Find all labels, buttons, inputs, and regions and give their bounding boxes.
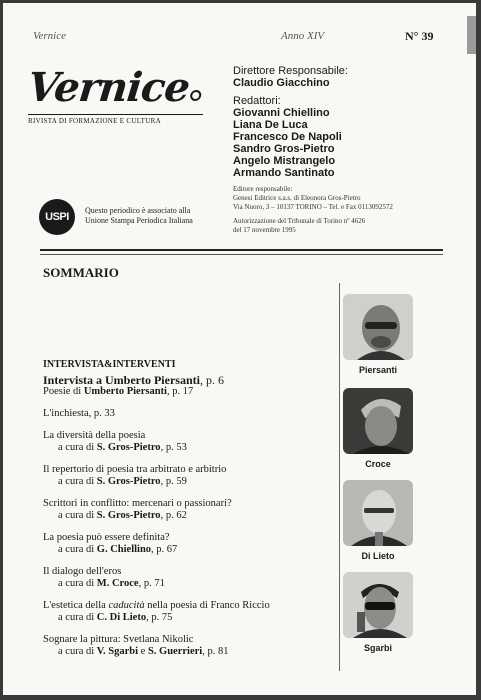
authorization-line: Autorizzazione del Tribunale di Torino nº 4626 [233, 217, 366, 225]
editor-name: Sandro Gros-Pietro [233, 143, 335, 155]
entry-author: S. Gros-Pietro [96, 442, 161, 453]
authorization-line: del 17 novembre 1995 [233, 226, 296, 234]
entry-title: La poesia può essere definita? [43, 532, 170, 543]
portrait-photo [343, 388, 413, 454]
entry-author: S. Gros-Pietro [96, 476, 161, 487]
entry-page: , p. 62 [160, 510, 187, 521]
divider [40, 249, 443, 251]
portrait-photo [343, 294, 413, 360]
photo-caption: Sgarbi [363, 643, 392, 653]
publisher-line: Genesi Editrice s.a.s. di Eleonora Gros-Pietro [233, 194, 361, 202]
page-edge-tab [467, 16, 476, 54]
uspi-association-note [85, 206, 225, 226]
section-heading: INTERVISTA&INTERVENTI [43, 359, 176, 370]
entry-title: Sognare la pittura: Svetlana Nikolic [43, 634, 194, 645]
publisher-info [233, 185, 453, 235]
entry-credit: a cura di [58, 544, 97, 555]
table-of-contents [43, 359, 335, 658]
entry-page: , p. 59 [160, 476, 187, 487]
entry-author: C. Di Lieto [96, 612, 147, 623]
entry-author: Umberto Piersanti [83, 386, 167, 397]
entry-page: , p. 71 [138, 578, 165, 589]
entry-page: , p. 67 [151, 544, 178, 555]
entry-page: , p. 75 [146, 612, 173, 623]
toc-entry[interactable] [43, 634, 335, 658]
column-divider [339, 283, 340, 671]
entry-credit: e [138, 646, 148, 657]
entry-page: , p. 81 [202, 646, 229, 657]
toc-entry[interactable] [43, 566, 335, 590]
entry-credit: a cura di [58, 510, 97, 521]
entry-title: La diversità della poesia [43, 430, 146, 441]
vernice-logo: Vernice [26, 66, 206, 110]
portrait-photo [343, 572, 413, 638]
toc-entry[interactable] [43, 430, 335, 454]
entry-title [43, 600, 335, 612]
entry-title-part: nella poesia di Franco Riccio [144, 600, 270, 611]
editor-name: Armando Santinato [233, 167, 335, 179]
editorial-staff [233, 65, 348, 179]
uspi-note-line: Questo periodico è associato alla [85, 206, 191, 215]
entry-title-part: L'estetica della [43, 600, 109, 611]
entry-title: Intervista a Umberto Piersanti [43, 373, 200, 387]
entry-author: G. Chiellino [96, 544, 152, 555]
uspi-logo: USPI [39, 199, 75, 235]
magazine-page [3, 3, 476, 695]
editors-label: Redattori: [233, 95, 281, 107]
director-name: Claudio Giacchino [233, 77, 330, 89]
running-header-title: Vernice [33, 30, 66, 42]
entry-page: , p. 6 [199, 373, 224, 387]
logo-ornament-icon [190, 90, 202, 101]
masthead [25, 64, 203, 125]
sommario-title: SOMMARIO [43, 265, 119, 280]
toc-entry[interactable] [43, 386, 335, 398]
photo-caption: Di Lieto [361, 551, 395, 561]
issue-number: N° 39 [405, 29, 434, 43]
entry-page: , p. 53 [160, 442, 187, 453]
entry-author: M. Croce [96, 578, 139, 589]
divider [40, 254, 443, 255]
editor-name: Liana De Luca [233, 119, 308, 131]
entry-title-italic: caducità [108, 600, 145, 611]
entry-title: Il dialogo dell'eros [43, 566, 122, 577]
publisher-line: Editore responsabile: [233, 185, 293, 193]
photo-caption: Piersanti [358, 365, 398, 375]
tagline: RIVISTA DI FORMAZIONE E CULTURA [28, 114, 203, 125]
publisher-line: Via Nuoro, 3 – 10137 TORINO – Tel. e Fax 0113092572 [233, 203, 393, 211]
entry-author: V. Sgarbi [96, 646, 139, 657]
entry-credit: a cura di [58, 646, 97, 657]
entry-author: S. Guerrieri [147, 646, 203, 657]
entry-credit: a cura di [58, 442, 97, 453]
entry-credit: a cura di [58, 578, 97, 589]
entry-credit: a cura di [58, 612, 97, 623]
toc-entry[interactable] [43, 498, 335, 522]
entry-title: Scrittori in conflitto: mercenari o passionari? [43, 498, 232, 509]
director-label: Direttore Responsabile: [233, 65, 348, 77]
portrait-photo [343, 480, 413, 546]
editor-name: Giovanni Chiellino [233, 107, 330, 119]
toc-entry[interactable] [43, 600, 335, 624]
toc-entry[interactable]: L'inchiesta, p. 33 [43, 408, 115, 419]
uspi-note-line: Unione Stampa Periodica Italiana [85, 216, 193, 225]
toc-entry[interactable] [43, 532, 335, 556]
toc-entry[interactable] [43, 374, 335, 386]
entry-title: Poesie di [43, 386, 84, 397]
editor-name: Angelo Mistrangelo [233, 155, 336, 167]
editor-name: Francesco De Napoli [233, 131, 342, 143]
running-header-year: Anno XIV [281, 30, 325, 42]
photo-caption: Croce [365, 459, 391, 469]
entry-author: S. Gros-Pietro [96, 510, 161, 521]
entry-credit: a cura di [58, 476, 97, 487]
entry-title: Il repertorio di poesia tra arbitrato e arbitrio [43, 464, 227, 475]
entry-page: , p. 17 [166, 386, 194, 397]
toc-entry[interactable] [43, 464, 335, 488]
